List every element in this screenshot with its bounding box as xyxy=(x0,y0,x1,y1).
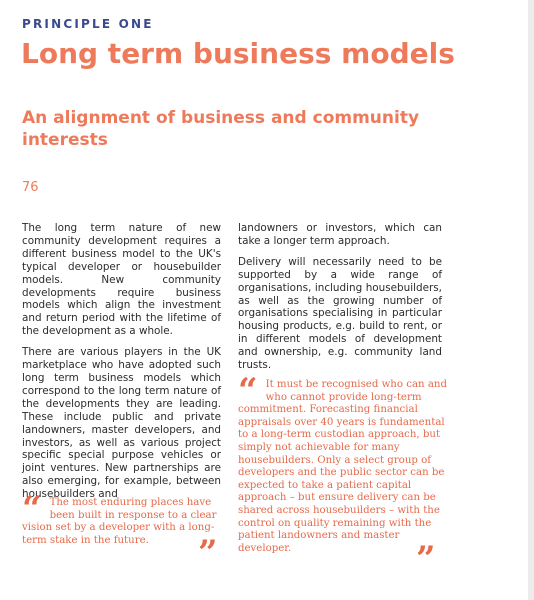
close-quote-icon: ” xyxy=(416,539,436,579)
body-paragraph: Delivery will necessarily need to be supported by a wide range of organisations, including housebuilders, as well as the growing number of organisations specialising in particular housing products, e.g. build to rent, or in different models of development and ownership, e.g. community land trusts. xyxy=(238,255,442,372)
page-edge xyxy=(528,0,534,600)
close-quote-icon: ” xyxy=(198,533,218,573)
pull-quote-text: It must be recognised who can and who cannot provide long-term commitment. Forecasting financial appraisals over 40 years is fundamental to a long-term custodian approach, but simply not achievable for many housebuilders. Only a select group of developers and the public sector can be expected to take a patient capital approach – but ensure delivery can be shared across housebuilders – with the control on quality remaining with the patient landowners and master developer. xyxy=(238,379,447,554)
body-paragraph: The long term nature of new community development requires a different business model to the UK's typical developer or housebuilder models. New community developments require business models which align the investment and return period with the lifetime of the development as a whole. xyxy=(22,222,221,338)
body-paragraph: landowners or investors, which can take a longer term approach. xyxy=(238,222,442,247)
page-subtitle: An alignment of business and community interests xyxy=(22,108,420,150)
body-paragraph: There are various players in the UK marketplace who have adopted such long term business models which correspond to the long term nature of the developments they are leading. These include public and private landowners, master developers, and investors, as well as various project specific special purpose vehicles or joint ventures. New partnerships are also emerging, for example, between housebuilders and xyxy=(22,346,221,501)
pull-quote-left xyxy=(22,489,224,573)
body-column-right xyxy=(238,222,442,380)
pull-quote-right xyxy=(238,371,450,579)
body-column-left xyxy=(22,222,221,509)
section-kicker: PRINCIPLE ONE xyxy=(22,17,154,31)
open-quote-icon: “ xyxy=(238,371,258,411)
open-quote-icon: “ xyxy=(22,489,42,529)
page-title: Long term business models xyxy=(21,37,455,70)
pull-quote-text: The most enduring places have been built in response to a clear vision set by a developer with a long-term stake in the future. xyxy=(22,497,217,546)
page-number: 76 xyxy=(22,180,39,195)
